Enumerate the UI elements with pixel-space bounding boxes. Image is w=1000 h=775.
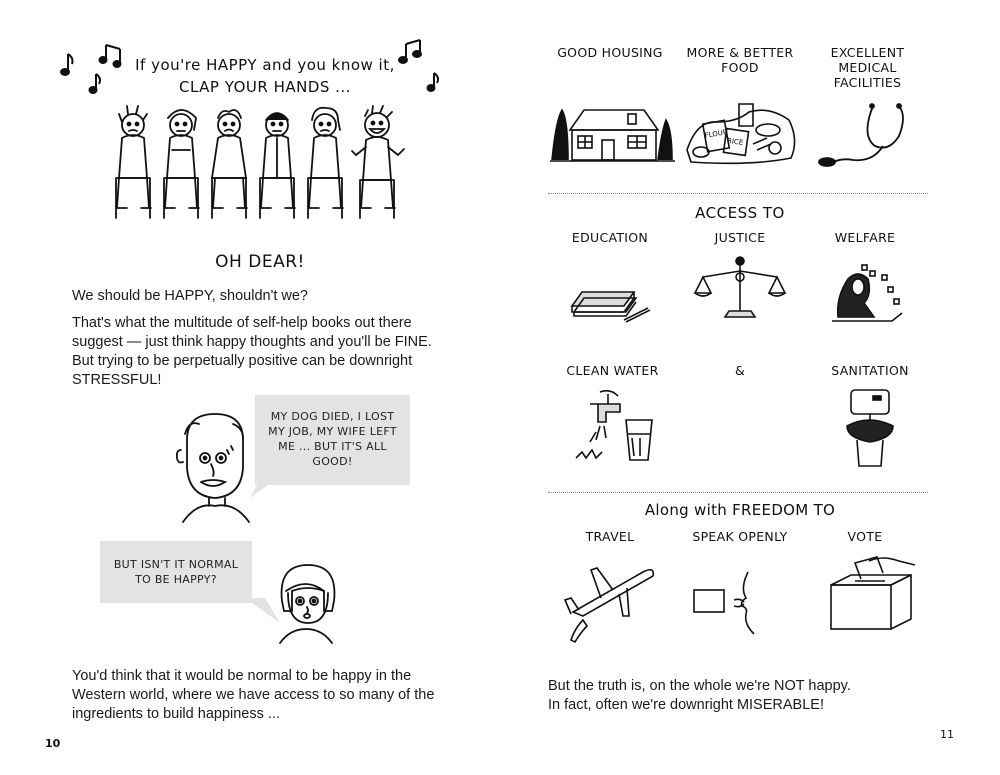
airplane-icon xyxy=(563,560,658,645)
access-to-heading: ACCESS TO xyxy=(695,204,785,222)
divider-1 xyxy=(548,193,928,194)
paragraph-1: We should be HAPPY, shouldn't we? xyxy=(72,288,308,304)
label-more-better-food: MORE & BETTER FOOD xyxy=(686,45,794,75)
label-justice: JUSTICE xyxy=(714,230,766,245)
page-number-right: 11 xyxy=(940,728,954,741)
label-speak-openly: SPEAK OPENLY xyxy=(692,529,788,544)
woman-illustration xyxy=(272,563,342,643)
stethoscope-icon xyxy=(815,100,915,168)
person-6-happy xyxy=(352,106,404,218)
speech-bubble-normal-text: BUT ISN'T IT NORMAL TO BE HAPPY? xyxy=(113,558,239,586)
speech-bubble-anxious xyxy=(255,395,410,485)
toilet-icon xyxy=(843,388,898,473)
page-number-left: 10 xyxy=(45,737,61,750)
person-5 xyxy=(308,108,343,218)
speech-bubble-normal xyxy=(100,541,252,603)
person-4 xyxy=(260,113,295,218)
rice-bag-label: RICE xyxy=(726,136,744,147)
sitting-people-illustration xyxy=(108,100,418,235)
label-ampersand: & xyxy=(734,363,746,378)
label-good-housing: GOOD HOUSING xyxy=(557,45,663,60)
label-clean-water: CLEAN WATER xyxy=(566,363,659,378)
person-1 xyxy=(116,106,151,218)
song-line-1: If you're HAPPY and you know it, xyxy=(135,56,395,74)
water-tap-icon xyxy=(570,388,660,468)
label-vote: VOTE xyxy=(847,529,883,544)
speech-bubble-tail-1 xyxy=(250,480,280,500)
speech-bubble-anxious-text: MY DOG DIED, I LOST MY JOB, MY WIFE LEFT ME ... BUT IT'S ALL GOOD! xyxy=(268,410,397,468)
food-pile-icon xyxy=(683,100,798,165)
label-medical-facilities: EXCELLENT MEDICAL FACILITIES xyxy=(830,45,905,90)
conclusion-line-1: But the truth is, on the whole we're NOT happy. xyxy=(548,678,851,694)
label-sanitation: SANITATION xyxy=(831,363,909,378)
person-3 xyxy=(212,110,247,218)
person-2 xyxy=(164,110,199,218)
books-icon xyxy=(568,280,653,325)
anxious-man-illustration xyxy=(175,410,255,525)
divider-2 xyxy=(548,492,928,493)
conclusion-line-2: In fact, often we're downright MISERABLE! xyxy=(548,697,824,713)
paragraph-2: That's what the multitude of self-help books out there suggest — just think happy thoughts and you'll be FINE. But trying to be perpetually positive can be downright STRESSFUL! xyxy=(72,315,432,388)
welfare-person-icon xyxy=(828,265,913,330)
paragraph-3: You'd think that it would be normal to be happy in the Western world, where we have access to so many of the ingredients to build happiness ... xyxy=(72,668,435,722)
freedom-heading: Along with FREEDOM TO xyxy=(644,501,836,519)
label-travel: TRAVEL xyxy=(585,529,635,544)
flour-bag-label: FLOUR xyxy=(704,127,729,140)
ballot-box-icon xyxy=(825,555,920,635)
label-welfare: WELFARE xyxy=(834,230,896,245)
label-education: EDUCATION xyxy=(571,230,649,245)
scales-of-justice-icon xyxy=(693,255,788,320)
speaking-mouth-icon xyxy=(690,568,770,638)
house-icon xyxy=(550,100,675,165)
heading-oh-dear: OH DEAR! xyxy=(215,252,305,272)
song-line-2: CLAP YOUR HANDS ... xyxy=(179,78,351,96)
